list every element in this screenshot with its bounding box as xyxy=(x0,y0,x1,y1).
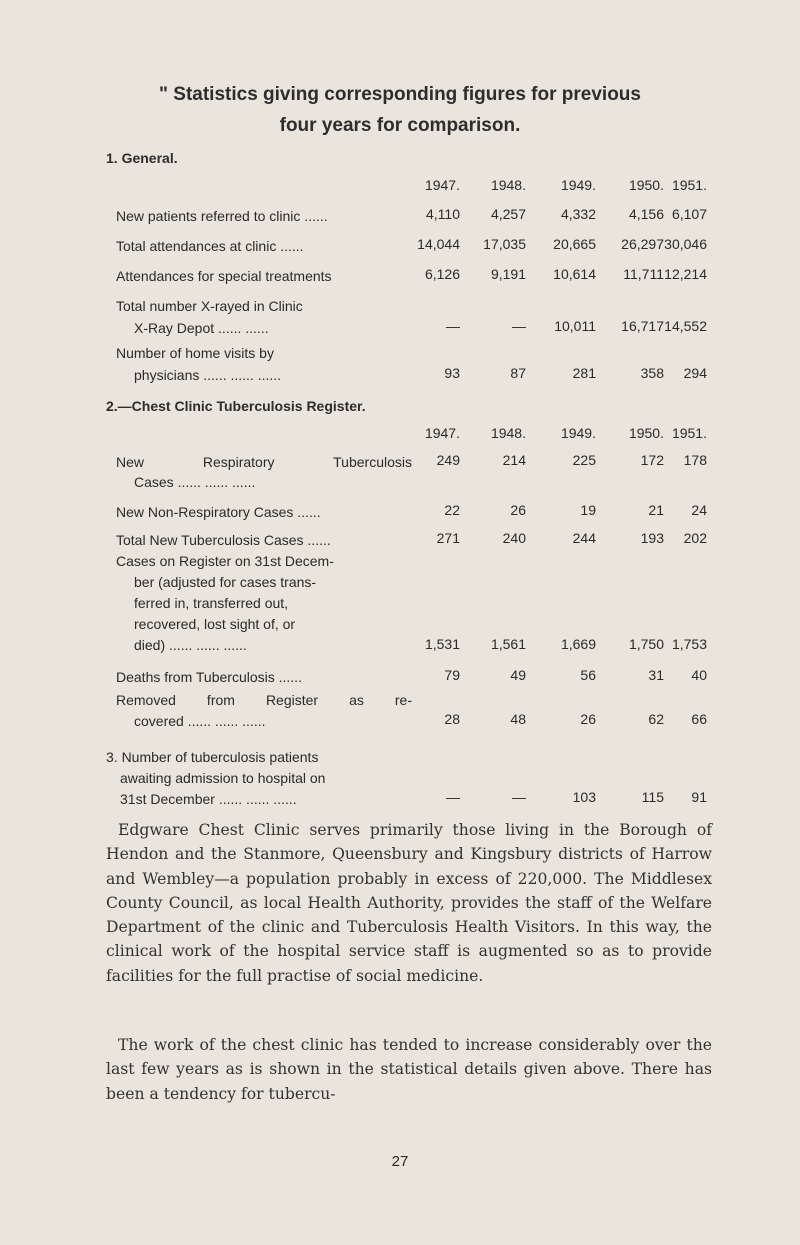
cell-value: 48 xyxy=(510,711,526,727)
year-header: 1949. xyxy=(560,177,596,193)
year-header: 1948. xyxy=(490,177,526,193)
cell-value: 249 xyxy=(436,452,460,468)
cell-value: 11,711 xyxy=(623,266,664,282)
cell-value: 240 xyxy=(502,530,526,546)
cell-value: 1,750 xyxy=(628,636,664,652)
year-header: 1951. xyxy=(671,425,707,441)
year-header: 1951. xyxy=(671,177,707,193)
cell-value: 178 xyxy=(683,452,707,468)
section-1-heading: 1. General. xyxy=(106,150,178,166)
cell-value: 10,011 xyxy=(554,318,596,334)
cell-value: 93 xyxy=(444,365,460,381)
cell-value: — xyxy=(446,789,460,805)
cell-value: 16,717 xyxy=(621,318,664,334)
row-label-line-4: recovered, lost sight of, or xyxy=(134,616,296,632)
cell-value: 4,110 xyxy=(426,206,460,222)
cell-value: 1,753 xyxy=(671,636,707,652)
cell-value: 49 xyxy=(510,667,526,683)
cell-value: 6,126 xyxy=(424,266,460,282)
row-label-line-1: New Respiratory Tuberculosis xyxy=(116,454,412,470)
row-label: Total attendances at clinic ...... xyxy=(116,238,304,254)
row-label-line-1: Cases on Register on 31st Decem- xyxy=(116,553,334,569)
row-label: Attendances for special treatments xyxy=(116,268,332,284)
cell-value: 24 xyxy=(691,502,707,518)
row-label-line-2: ber (adjusted for cases trans- xyxy=(134,574,317,590)
page-title-line-1: " Statistics giving corresponding figures for previous xyxy=(159,84,641,105)
year-header: 1947. xyxy=(424,425,460,441)
cell-value: 1,531 xyxy=(424,636,460,652)
year-header: 1950. xyxy=(628,177,664,193)
row-label-line-1: Total number X-rayed in Clinic xyxy=(116,298,303,314)
cell-value: 17,035 xyxy=(483,236,526,252)
cell-value: 214 xyxy=(502,452,526,468)
cell-value: 1,669 xyxy=(560,636,596,652)
row-label: New patients referred to clinic ...... xyxy=(116,208,328,224)
cell-value: 26,297 xyxy=(621,236,664,252)
cell-value: 14,552 xyxy=(664,318,707,334)
cell-value: 14,044 xyxy=(417,236,460,252)
row-label: New Non-Respiratory Cases ...... xyxy=(116,504,321,520)
cell-value: 4,332 xyxy=(560,206,596,222)
section-2-heading: 2.—Chest Clinic Tuberculosis Register. xyxy=(106,398,366,414)
section-3-label-line-1: 3. Number of tuberculosis patients xyxy=(106,749,319,765)
cell-value: 202 xyxy=(683,530,707,546)
year-header: 1948. xyxy=(490,425,526,441)
row-label-line-2: X-Ray Depot ...... ...... xyxy=(134,320,269,336)
cell-value: 62 xyxy=(648,711,664,727)
year-header: 1947. xyxy=(424,177,460,193)
cell-value: 172 xyxy=(640,452,664,468)
row-label-line-3: ferred in, transferred out, xyxy=(134,595,289,611)
cell-value: 4,257 xyxy=(490,206,526,222)
page-number: 27 xyxy=(391,1153,409,1170)
cell-value: 225 xyxy=(572,452,596,468)
cell-value: 271 xyxy=(436,530,460,546)
row-label-line-5: died) ...... ...... ...... xyxy=(134,637,247,653)
cell-value: 244 xyxy=(572,530,596,546)
cell-value: 26 xyxy=(510,502,526,518)
row-label-line-2: Cases ...... ...... ...... xyxy=(134,474,256,490)
row-label: Deaths from Tuberculosis ...... xyxy=(116,669,302,685)
cell-value: 9,191 xyxy=(490,266,526,282)
row-label-line-1: Removed from Register as re- xyxy=(116,692,412,708)
body-paragraph-2: The work of the chest clinic has tended to increase considerably over the last few years as is shown in the statistical details given above. There has been a tendency for tubercu- xyxy=(106,1036,712,1103)
row-label-line-2: physicians ...... ...... ...... xyxy=(134,367,282,383)
cell-value: 87 xyxy=(510,365,526,381)
row-label-line-2: covered ...... ...... ...... xyxy=(134,713,266,729)
cell-value: 20,665 xyxy=(553,236,596,252)
cell-value: 12,214 xyxy=(664,266,707,282)
cell-value: 22 xyxy=(444,502,460,518)
cell-value: 103 xyxy=(572,789,596,805)
page-title-line-2: four years for comparison. xyxy=(279,115,521,136)
cell-value: — xyxy=(512,789,526,805)
cell-value: — xyxy=(446,318,460,334)
cell-value: — xyxy=(512,318,526,334)
year-header: 1950. xyxy=(628,425,664,441)
row-label: Total New Tuberculosis Cases ...... xyxy=(116,532,331,548)
cell-value: 21 xyxy=(648,502,664,518)
cell-value: 1,561 xyxy=(490,636,526,652)
cell-value: 26 xyxy=(580,711,596,727)
body-paragraph-1: Edgware Chest Clinic serves primarily those living in the Borough of Hendon and the Stanmore, Queensbury and Kingsbury districts of Harrow and Wembley—a population probably in excess of 220,000. The Middlesex County Council, as local Health Authority, provides the staff of the Welfare Department of the clinic and Tuberculosis Health Visitors. In this way, the clinical work of the hospital service staff is augmented so as to provide facilities for the full practise of social medicine. xyxy=(106,821,712,985)
cell-value: 31 xyxy=(648,667,664,683)
cell-value: 40 xyxy=(691,667,707,683)
cell-value: 358 xyxy=(640,365,664,381)
year-header: 1949. xyxy=(560,425,596,441)
cell-value: 19 xyxy=(580,502,596,518)
section-3-label-line-2: awaiting admission to hospital on xyxy=(120,770,326,786)
section-3-label-line-3: 31st December ...... ...... ...... xyxy=(120,791,297,807)
cell-value: 56 xyxy=(580,667,596,683)
cell-value: 281 xyxy=(572,365,596,381)
row-label-line-1: Number of home visits by xyxy=(116,345,274,361)
cell-value: 30,046 xyxy=(664,236,707,252)
cell-value: 4,156 xyxy=(628,206,664,222)
cell-value: 66 xyxy=(691,711,707,727)
cell-value: 294 xyxy=(683,365,707,381)
cell-value: 115 xyxy=(641,789,664,805)
cell-value: 6,107 xyxy=(671,206,707,222)
cell-value: 10,614 xyxy=(553,266,596,282)
cell-value: 91 xyxy=(691,789,707,805)
cell-value: 28 xyxy=(444,711,460,727)
cell-value: 79 xyxy=(444,667,460,683)
cell-value: 193 xyxy=(640,530,664,546)
